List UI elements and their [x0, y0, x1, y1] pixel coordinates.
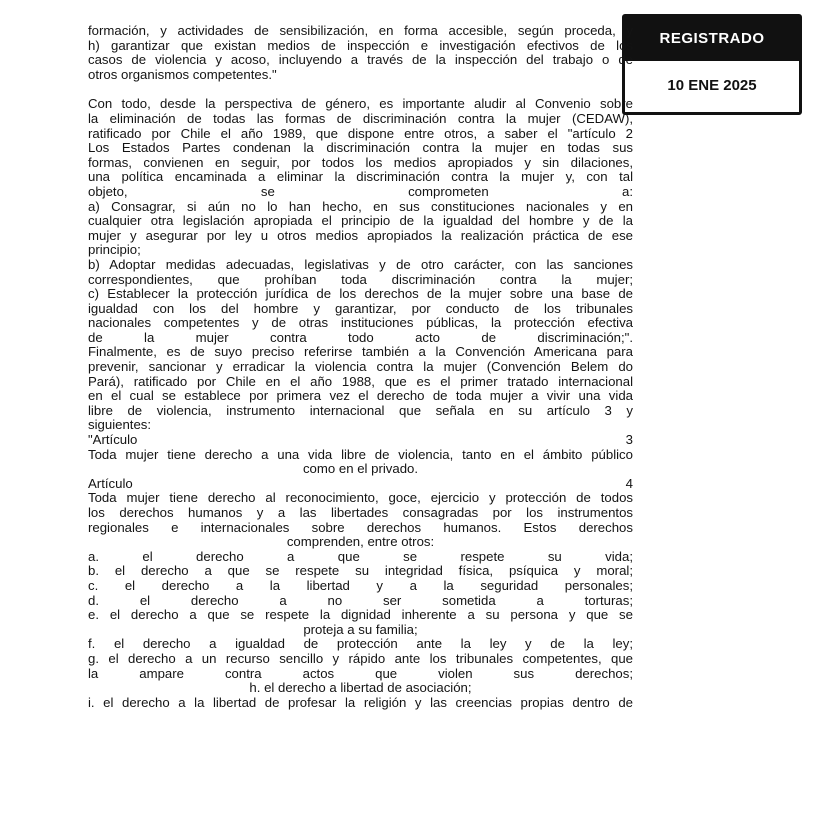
text-line: de la mujer contra todo acto de discriminación;". [88, 329, 633, 345]
text-line: regionales e internacionales sobre derechos humanos. Estos derechos [88, 519, 633, 535]
text-line: Toda mujer tiene derecho al reconocimiento, goce, ejercicio y protección de todos [88, 490, 633, 506]
text-line: formas, convienen en seguir, por todos los medios apropiados y sin dilaciones, [88, 154, 633, 170]
text-line: Los Estados Partes condenan la discriminación contra la mujer en todas sus [88, 140, 633, 156]
text-line: e. el derecho a que se respete la dignidad inherente a su persona y que se [88, 607, 633, 623]
text-line: los derechos humanos y a las libertades consagradas por los instrumentos [88, 505, 633, 520]
text-line: cualquier otra legislación apropiada el principio de la igualdad del hombre y de la [88, 213, 633, 229]
text-line: proteja a su familia; [303, 621, 418, 637]
text-line: como en el privado. [302, 461, 419, 477]
text-line: g. el derecho a un recurso sencillo y rápido ante los tribunales competentes, que [88, 650, 633, 666]
text-line: casos de violencia y acoso, incluyendo a través de la inspección del trabajo o de [88, 52, 633, 68]
stamp-date: 10 ENE 2025 [667, 77, 757, 94]
text-line: c) Establecer la protección jurídica de los derechos de la mujer sobre una base de [88, 286, 633, 302]
text-line: principio; [88, 242, 141, 258]
text-line: b) Adoptar medidas adecuadas, legislativas y de otro carácter, con las sanciones [88, 256, 633, 272]
text-line: ratificado por Chile el año 1989, que dispone entre otros, a saber el "artículo 2 [88, 125, 633, 141]
text-line: mujer y asegurar por ley u otros medios apropiados la realización práctica de ese [88, 227, 633, 243]
text-line: igualdad con los del hombre y garantizar, por conducto de los tribunales [88, 300, 633, 316]
text-line: h. el derecho a libertad de asociación; [249, 680, 472, 696]
text-line: la ampare contra actos que violen sus derechos; [88, 665, 633, 681]
text-line: la eliminación de todas las formas de discriminación contra la mujer (CEDAW), [88, 110, 633, 126]
text-line: otros organismos competentes." [88, 66, 277, 82]
text-line: en el cual se establece por primera vez el derecho de toda mujer a vivir una vida [88, 388, 633, 404]
text-line: siguientes: [88, 417, 152, 433]
text-line: d. el derecho a no ser sometida a torturas; [88, 592, 633, 608]
text-line: "Artículo 3 [88, 432, 633, 448]
text-line: b. el derecho a que se respete su integridad física, psíquica y moral; [88, 563, 633, 579]
text-line: Pará), ratificado por Chile en el año 1988, que es el primer tratado internacional [88, 373, 633, 389]
text-line: formación, y actividades de sensibilización, en forma accesible, según proceda, y [88, 23, 633, 38]
text-line: a. el derecho a que se respete su vida; [88, 548, 633, 564]
text-line: Finalmente, es de suyo preciso referirse también a la Convención Americana para [88, 344, 633, 360]
stamp-label: REGISTRADO [625, 17, 799, 61]
registration-stamp [622, 14, 802, 115]
document-body [88, 24, 633, 710]
text-line: prevenir, sancionar y erradicar la violencia contra la mujer (Convención Belem do [88, 359, 633, 375]
text-line: correspondientes, que prohíban toda discriminación contra la mujer; [88, 271, 633, 287]
text-line: Toda mujer tiene derecho a una vida libre de violencia, tanto en el ámbito público [88, 446, 633, 462]
text-line: c. el derecho a la libertad y a la seguridad personales; [88, 577, 633, 593]
text-line: nacionales competentes y de otras instituciones públicas, la protección efectiva [88, 315, 633, 331]
text-line: libre de violencia, instrumento internacional que señala en su artículo 3 y [88, 402, 633, 418]
text-line: a) Consagrar, si aún no lo han hecho, en sus constituciones nacionales y en [88, 198, 633, 214]
text-line: Con todo, desde la perspectiva de género, es importante aludir al Convenio sobre [88, 96, 633, 112]
text-line: f. el derecho a igualdad de protección ante la ley y de la ley; [88, 636, 633, 652]
text-line: una política encaminada a eliminar la discriminación contra la mujer y, con tal [88, 169, 633, 185]
text-line: objeto, se comprometen a: [88, 183, 633, 199]
text-line: Artículo 4 [88, 475, 633, 491]
text-line: h) garantizar que existan medios de inspección e investigación efectivos de los [88, 37, 633, 53]
text-line: i. el derecho a la libertad de profesar la religión y las creencias propias dentro de [88, 694, 633, 710]
text-line: comprenden, entre otros: [286, 534, 435, 550]
